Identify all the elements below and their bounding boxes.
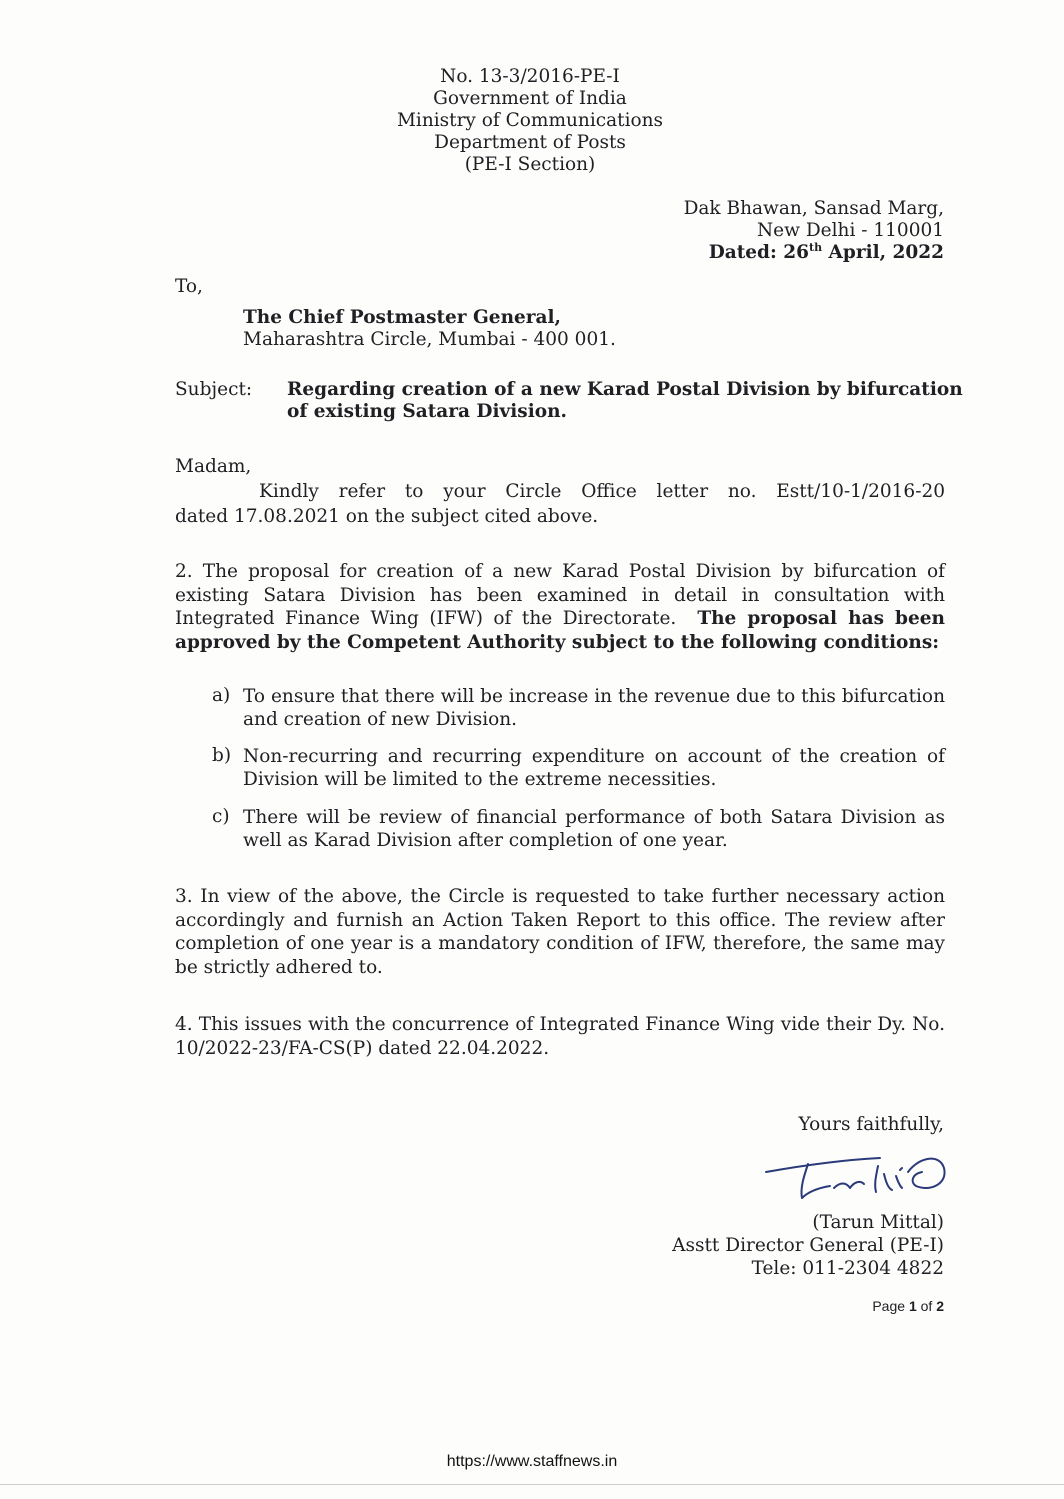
para4: 4. This issues with the concurrence of Integrated Finance Wing vide their Dy. No. 10/2022-23/FA-CS(P) dated 22.04.2022.: [175, 1014, 945, 1059]
to-label: To,: [175, 276, 203, 297]
ministry-line: Ministry of Communications: [396, 110, 664, 131]
recipient-address: Maharashtra Circle, Mumbai - 400 001.: [243, 329, 616, 350]
para2: [175, 560, 945, 654]
footer-url[interactable]: https://www.staffnews.in: [446, 1453, 618, 1470]
condition-a-text: To ensure that there will be increase in the revenue due to this bifurcation and creation of new Division.: [243, 686, 945, 730]
address-line-2: New Delhi - 110001: [756, 220, 944, 241]
page-number: Page 1 of 2: [872, 1298, 944, 1314]
subject-label: Subject:: [175, 379, 253, 400]
para2-text: 2. The proposal for creation of a new Karad Postal Division by bifurcation of existing Satara Division has been examined in detail in consultation with Integrated Finance Wing (IFW) of the Directorate.: [175, 561, 945, 629]
section-line: (PE-I Section): [464, 154, 596, 175]
subject-line-1: Regarding creation of a new Karad Postal Division by bifurcation: [287, 379, 963, 400]
condition-b-text: Non-recurring and recurring expenditure on account of the creation of Division will be limited to the extreme necessities.: [243, 746, 945, 790]
condition-c-marker: c): [212, 806, 230, 827]
para1-line-1: Kindly refer to your Circle Office letter no. Estt/10-1/2016-20: [259, 481, 945, 502]
signatory-phone: Tele: 011-2304 4822: [751, 1258, 944, 1279]
para1-line-2: dated 17.08.2021 on the subject cited above.: [175, 506, 599, 527]
letterhead: [330, 66, 730, 176]
closing: Yours faithfully,: [798, 1114, 944, 1135]
salutation: Madam,: [175, 456, 252, 477]
department-line: Department of Posts: [434, 132, 626, 153]
subject-line-2: of existing Satara Division.: [287, 401, 567, 422]
signatory-designation: Asstt Director General (PE-I): [672, 1235, 944, 1256]
para3: 3. In view of the above, the Circle is requested to take further necessary action accordingly and furnish an Action Taken Report to this office. The review after completion of one year is a mandatory condition of IFW, therefore, the same may be strictly adhered to.: [175, 886, 945, 978]
signature-image: [760, 1136, 950, 1206]
para2-bold: The proposal has been approved by the Competent Authority subject to the following conditions:: [175, 608, 945, 653]
signatory-name: (Tarun Mittal): [812, 1212, 944, 1233]
file-number: No. 13-3/2016-PE-I: [440, 66, 620, 87]
condition-c-text: There will be review of financial performance of both Satara Division as well as Karad Division after completion of one year.: [243, 807, 945, 851]
recipient-name: The Chief Postmaster General,: [243, 307, 561, 328]
condition-b-marker: b): [212, 745, 232, 766]
condition-a-marker: a): [212, 685, 231, 706]
govt-line: Government of India: [433, 88, 627, 109]
page-bottom-edge: [0, 1484, 1064, 1485]
address-line-1: Dak Bhawan, Sansad Marg,: [683, 198, 944, 219]
letter-date: Dated: 26th April, 2022: [708, 240, 944, 263]
sender-address: [600, 198, 944, 264]
